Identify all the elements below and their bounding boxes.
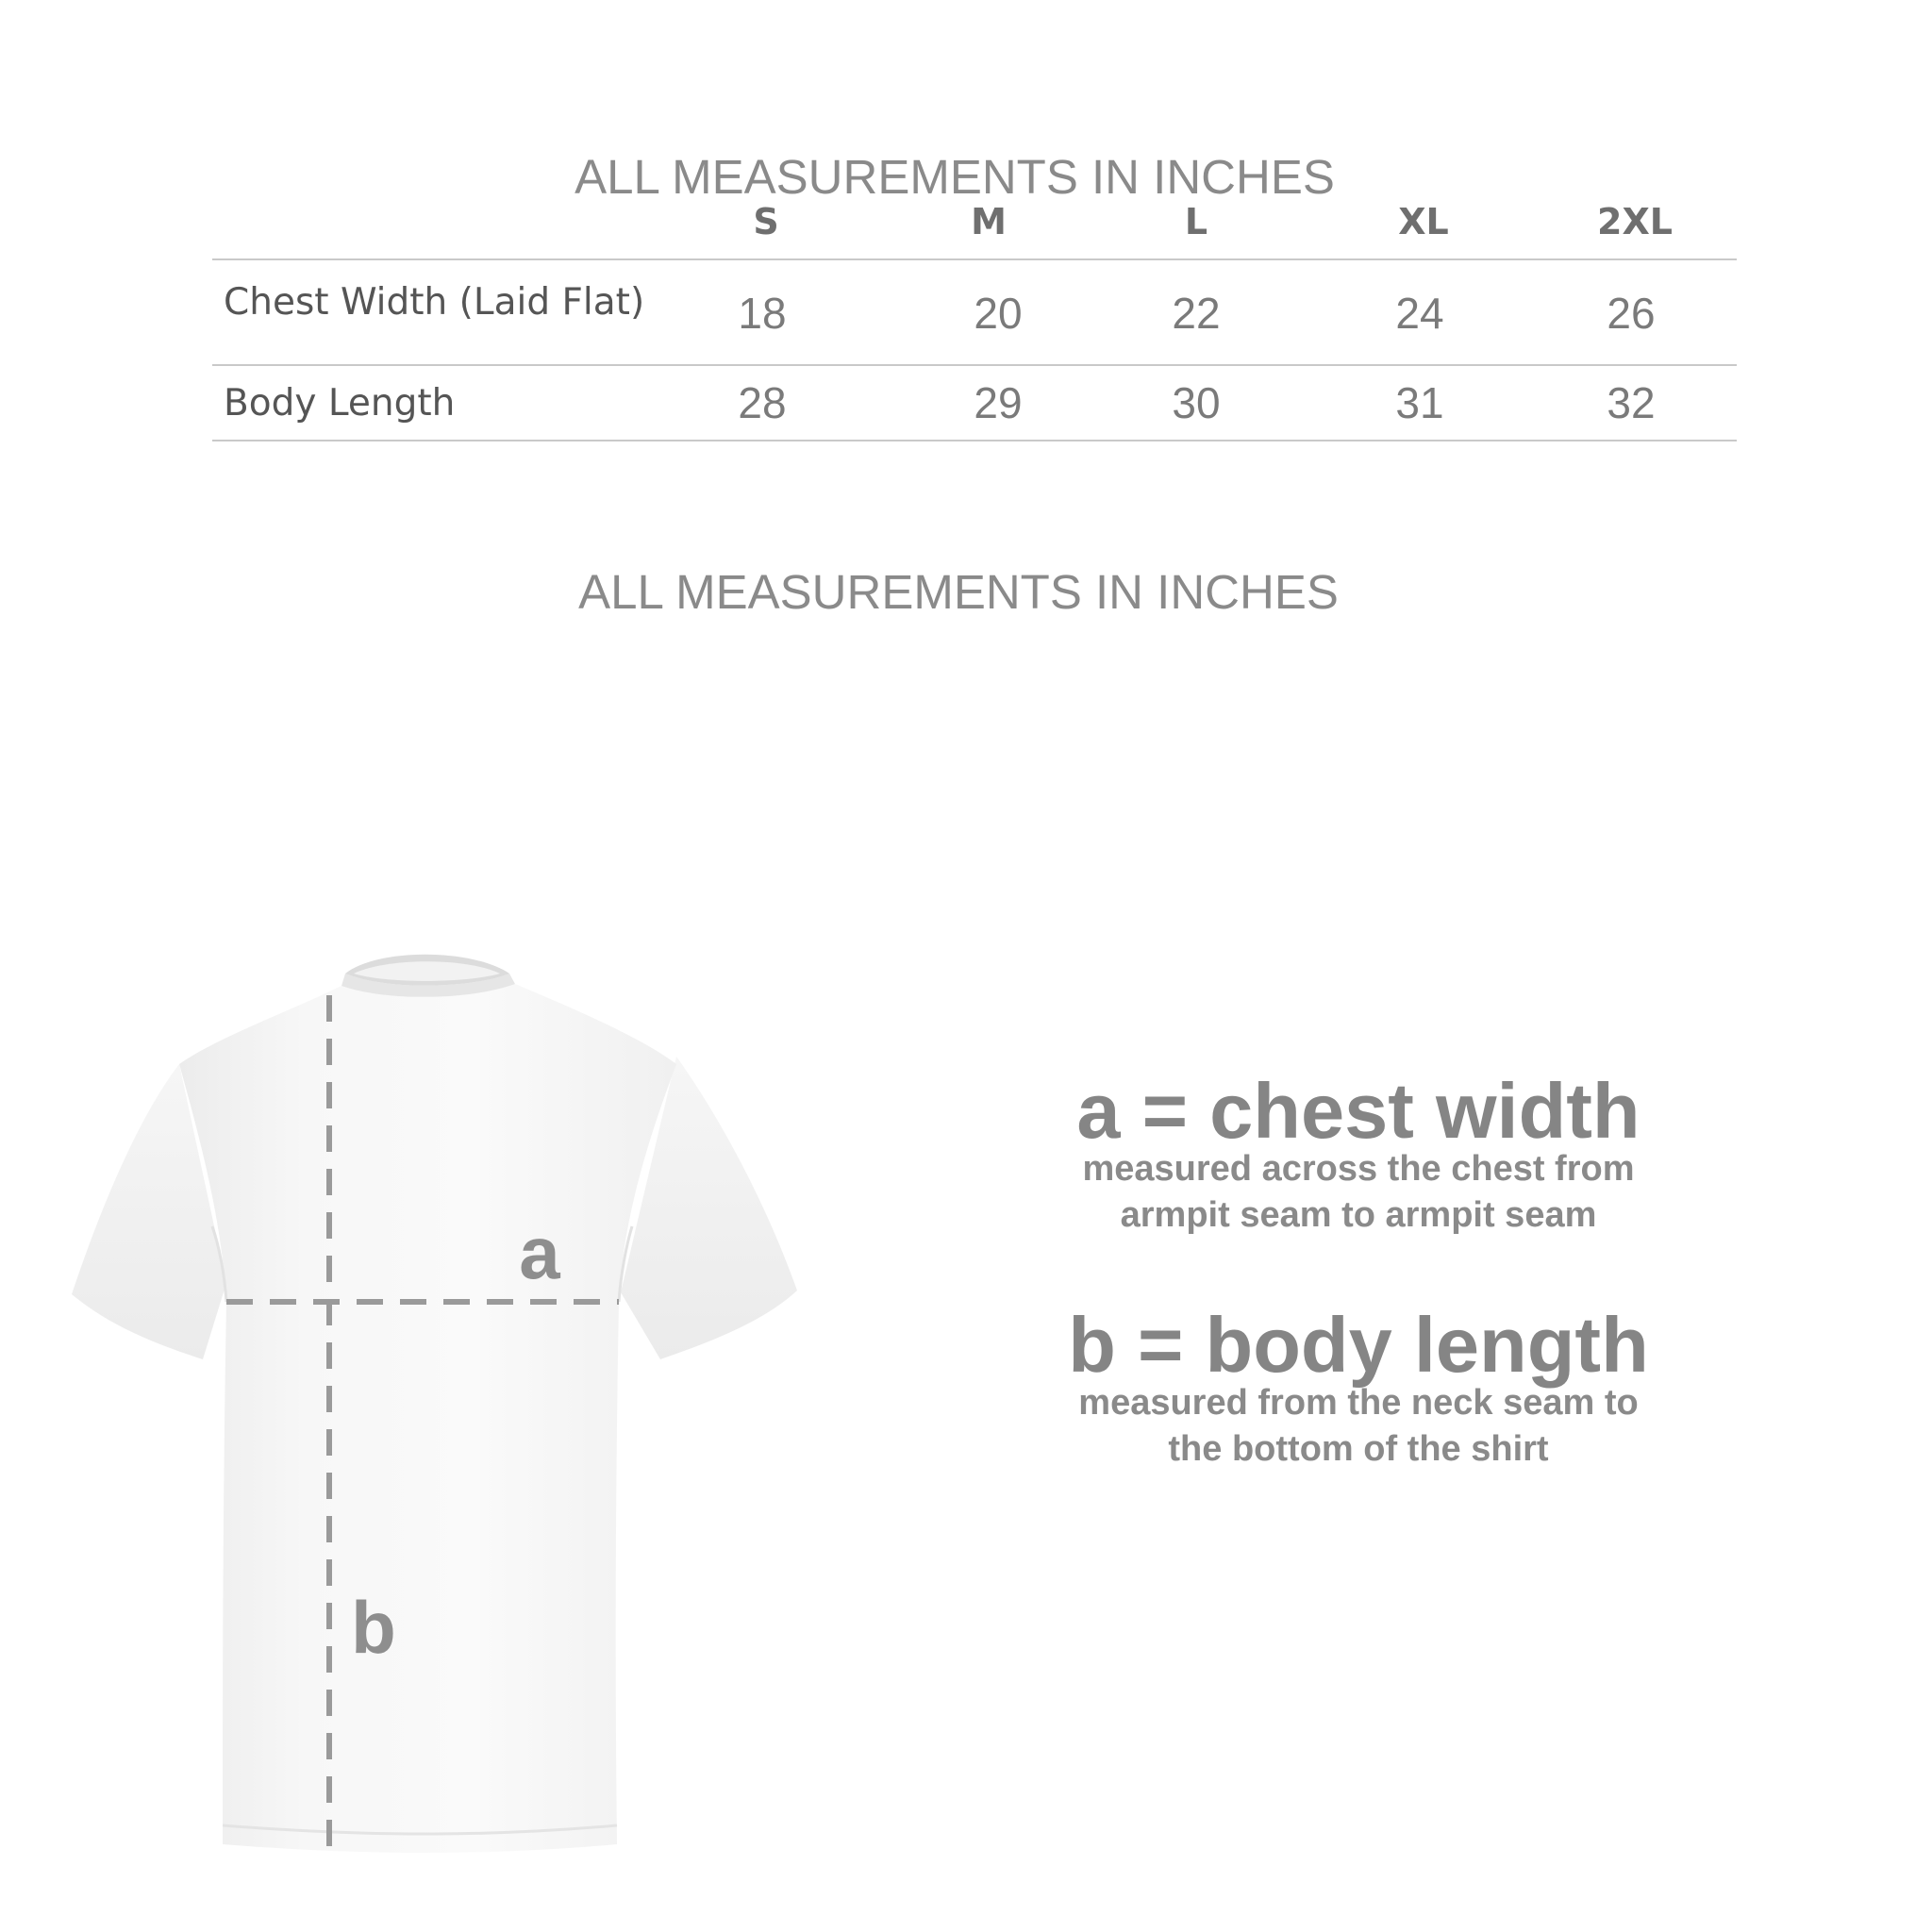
table-cell: 26 [1607,289,1656,338]
size-header-s: S [753,201,779,242]
size-header-2xl: 2XL [1597,201,1673,242]
legend-length-desc-line: measured from the neck seam to [1078,1383,1639,1423]
length-marker-b: b [351,1586,396,1669]
table-cell: 28 [738,378,787,427]
size-header-l: L [1184,201,1208,242]
tshirt-shape [72,955,797,1853]
size-header-m: M [971,201,1007,242]
legend-length-description [934,1380,1783,1473]
legend-chest-description [934,1146,1783,1239]
legend-length-title: b = body length [1068,1301,1649,1389]
table-cell: 31 [1395,378,1444,427]
legend-chest-desc-line: measured across the chest from [1082,1149,1635,1189]
table-cell: 20 [974,289,1023,338]
legend-length-desc-line: the bottom of the shirt [1168,1429,1549,1469]
measurements-caption-top: ALL MEASUREMENTS IN INCHES [575,150,1335,204]
table-cell: 32 [1607,378,1656,427]
measurements-caption-middle: ALL MEASUREMENTS IN INCHES [578,565,1339,619]
table-cell: 24 [1395,289,1444,338]
table-cell: 18 [738,289,787,338]
row-label-body-length: Body Length [224,382,456,425]
table-cell: 22 [1172,289,1221,338]
chest-marker-a: a [519,1211,560,1294]
size-header-xl: XL [1398,201,1449,242]
row-label-chest-width: Chest Width (Laid Flat) [224,281,645,324]
legend-chest-title: a = chest width [1076,1067,1641,1155]
table-cell: 30 [1172,378,1221,427]
table-cell: 29 [974,378,1023,427]
legend-chest-desc-line: armpit seam to armpit seam [1120,1195,1597,1235]
